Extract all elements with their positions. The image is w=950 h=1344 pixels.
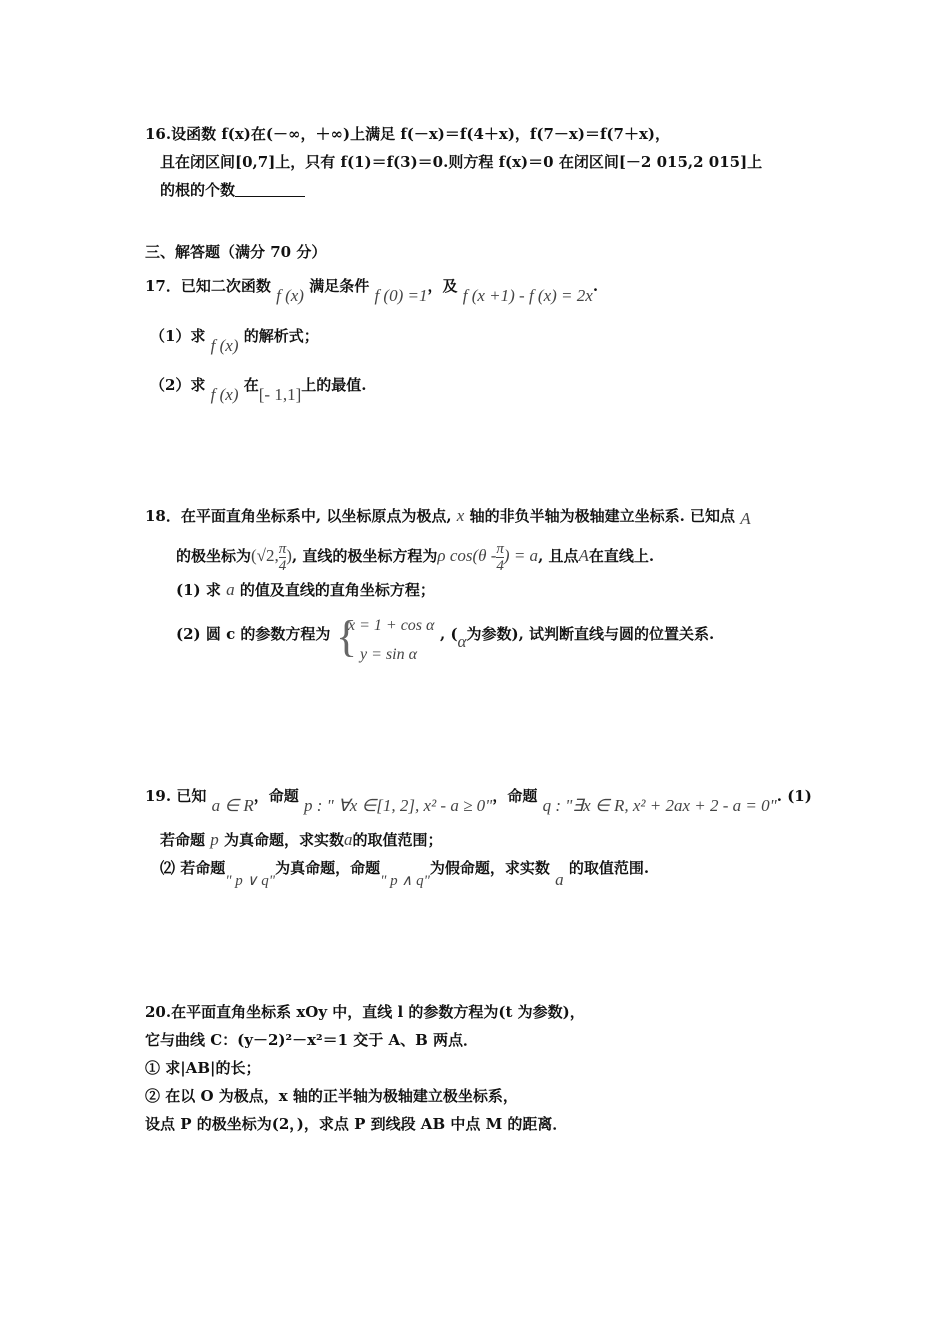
q18-system-eq-1: x = 1 + cos α <box>348 617 435 634</box>
q18-l2-prefix: 的极坐标为 <box>176 547 252 565</box>
q18-p2-alpha: α <box>457 632 467 651</box>
q20-line-5: 设点 P 的极坐标为(2，)，求点 P 到线段 AB 中点 M 的距离． <box>145 1115 568 1133</box>
q19-l1-end: . (1) <box>776 787 812 805</box>
q18-point-right: ) <box>286 546 292 565</box>
q19-l2-prefix: 若命题 <box>160 831 206 849</box>
q16-line-3-text: 的根的个数 <box>160 181 236 199</box>
q19-l1-prefix: 19. 已知 <box>145 787 207 805</box>
q18-line-2 <box>176 536 654 576</box>
q18-point-left: (√2, <box>251 546 279 565</box>
q17-cond2: f (x +1) - f (x) = 2x <box>462 286 593 305</box>
q17-p2-interval: [- 1,1] <box>258 385 302 404</box>
q19-l3-mid1: 为真命题，命题 <box>275 859 381 877</box>
q18-l2-mid: , 直线的极坐标方程为 <box>291 547 438 565</box>
q18-l1-A: A <box>740 509 751 528</box>
q19-l2-p: p <box>210 830 219 849</box>
q19-p-or-q: " p ∨ q" <box>225 873 276 889</box>
q19-l3-a: a <box>555 870 564 889</box>
q18-part-2-prefix: (2) 圆 c 的参数方程为 <box>176 625 331 643</box>
q19-p-and-q: " p ∧ q" <box>380 873 430 889</box>
q18-part-2-rest <box>440 624 715 651</box>
q17-end: . <box>592 277 599 295</box>
section-heading: 三、解答题（满分 70 分） <box>145 243 327 261</box>
q17-p2-suffix: 上的最值. <box>301 376 367 394</box>
q17-mid1: 满足条件 <box>309 277 370 295</box>
q19-l2-suffix: 的取值范围； <box>352 831 443 849</box>
q19-line-1 <box>145 786 812 815</box>
q17-mid2: ，及 <box>427 277 458 295</box>
q17-p2-mid: 在 <box>243 376 259 394</box>
q18-p2-suffix: 为参数), 试判断直线与圆的位置关系. <box>466 625 715 643</box>
q18-l1-mid: 轴的非负半轴为极轴建立坐标系. 已知点 <box>469 507 736 525</box>
q18-p2-mid: , ( <box>440 625 458 643</box>
q20-line-1: 20.在平面直角坐标系 xOy 中，直线 l 的参数方程为(t 为参数)， <box>145 1003 585 1021</box>
q18-l2-end: 在直线上. <box>588 547 655 565</box>
q18-system-eq-2: y = sin α <box>360 646 417 663</box>
q18-eq-num: π <box>496 540 504 557</box>
q18-eq-right: ) = a <box>503 546 539 565</box>
q18-line-1 <box>145 506 751 526</box>
q17-p2-fx: f (x) <box>210 385 239 404</box>
q18-l2-mid2: , 且点 <box>538 547 579 565</box>
q17-p2-prefix: （2）求 <box>150 376 206 394</box>
q17-part-2 <box>150 375 367 404</box>
q18-eq-fraction <box>496 541 504 574</box>
q19-line-2 <box>160 830 443 850</box>
q16-line-3 <box>160 180 305 200</box>
q19-l2-a: a <box>344 830 353 849</box>
q20-line-4: ② 在以 O 为极点，x 轴的正半轴为极轴建立极坐标系， <box>145 1087 518 1105</box>
q18-p1-a: a <box>226 580 235 599</box>
q16-line-2: 且在闭区间[0,7]上，只有 f(1)＝f(3)＝0.则方程 f(x)＝0 在闭区间[－2 015,2 015]上 <box>160 153 763 171</box>
q17-prefix: 17．已知二次函数 <box>145 277 271 295</box>
q19-l2-mid: 为真命题，求实数 <box>223 831 344 849</box>
q17-p1-fx: f (x) <box>210 336 239 355</box>
answer-blank <box>235 182 305 197</box>
q18-point-den: 4 <box>278 557 287 574</box>
q18-part-1 <box>176 580 435 600</box>
q19-l3-suffix: 的取值范围. <box>568 859 650 877</box>
q19-l3-mid2: 为假命题，求实数 <box>429 859 550 877</box>
q18-eq-den: 4 <box>496 557 504 574</box>
q17-part-1 <box>150 326 319 355</box>
q19-line-3 <box>160 858 650 889</box>
q20-line-3: ① 求|AB|的长； <box>145 1059 261 1077</box>
q20-line-2: 它与曲线 C：(y－2)²－x²＝1 交于 A、B 两点． <box>145 1031 479 1049</box>
q16-line-1: 16.设函数 f(x)在(－∞，＋∞)上满足 f(－x)＝f(4＋x)，f(7－x)＝f(7＋x)， <box>145 125 670 143</box>
q18-l1-x: x <box>456 506 465 525</box>
q18-point-num: π <box>278 540 287 557</box>
q17-line-1 <box>145 276 599 305</box>
q19-l3-prefix: ⑵ 若命题 <box>160 859 226 877</box>
q17-p1-suffix: 的解析式； <box>243 327 319 345</box>
q17-cond1: f (0) =1 <box>374 286 428 305</box>
system-brace: { <box>336 612 358 661</box>
q18-p1-prefix: (1) 求 <box>176 581 221 599</box>
q19-l1-mid1: ，命题 <box>253 787 299 805</box>
q18-eq-left: ρ cos(θ - <box>437 546 497 565</box>
q17-fx: f (x) <box>276 286 304 305</box>
q19-prop-p: p : " ∀x ∈[1, 2], x² - a ≥ 0" <box>304 796 493 815</box>
q17-p1-prefix: （1）求 <box>150 327 206 345</box>
q19-l1-mid2: ，命题 <box>492 787 538 805</box>
q18-l1-prefix: 18．在平面直角坐标系中, 以坐标原点为极点, <box>145 507 452 525</box>
q19-prop-q: q : "∃x ∈ R, x² + 2ax + 2 - a = 0" <box>542 796 777 815</box>
q18-l2-A: A <box>578 546 589 565</box>
q19-l1-aR: a ∈ R <box>211 796 254 815</box>
q18-p1-suffix: 的值及直线的直角坐标方程； <box>239 581 435 599</box>
